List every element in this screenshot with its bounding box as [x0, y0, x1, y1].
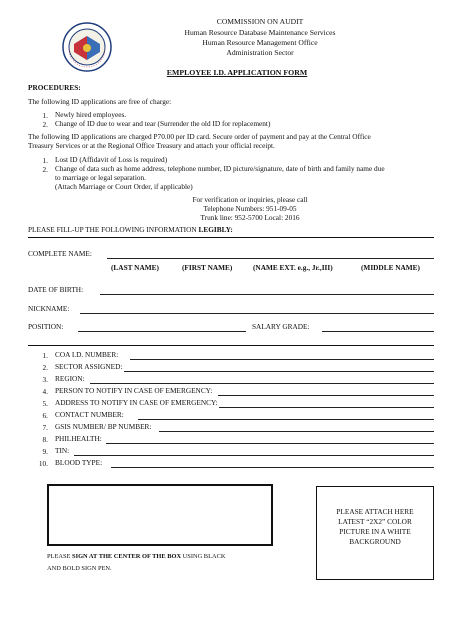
coa-id-number-field[interactable]	[130, 359, 434, 360]
sector-assigned-label: SECTOR ASSIGNED:	[55, 362, 123, 371]
philhealth-label: PHILHEALTH:	[55, 434, 102, 443]
procedures-heading: PROCEDURES:	[28, 83, 81, 92]
nickname-label: NICKNAME:	[28, 304, 70, 313]
photo-box[interactable]	[316, 486, 434, 580]
charged-item-number: 2.	[42, 165, 48, 174]
gsis-number-label: GSIS NUMBER/ BP NUMBER:	[55, 422, 152, 431]
charged-item-number: 1.	[42, 156, 48, 165]
blood-type-field[interactable]	[111, 467, 434, 468]
gsis-number-field[interactable]	[159, 431, 434, 432]
position-field[interactable]	[78, 331, 246, 332]
fill-instruction-text: PLEASE FILL-UP THE FOLLOWING INFORMATION	[28, 225, 199, 234]
fill-instruction	[28, 226, 233, 235]
free-item-number: 1.	[42, 111, 48, 120]
form-title: EMPLOYEE I.D. APPLICATION FORM	[166, 68, 308, 77]
charged-item: Lost ID (Affidavit of Loss is required)	[55, 155, 168, 164]
photo-note	[317, 507, 433, 547]
free-item-number: 2.	[42, 120, 48, 129]
tin-field[interactable]	[74, 455, 434, 456]
signature-note-line2: AND BOLD SIGN PEN.	[47, 565, 112, 572]
position-label: POSITION:	[28, 322, 64, 331]
signature-box[interactable]	[47, 484, 273, 546]
charged-intro-line1: The following ID applications are charged P70.00 per ID card. Secure order of payment and pay at the Central Office	[28, 132, 371, 141]
emergency-address-label: ADDRESS TO NOTIFY IN CASE OF EMERGENCY:	[55, 398, 218, 407]
emergency-person-label: PERSON TO NOTIFY IN CASE OF EMERGENCY:	[55, 386, 213, 395]
header-org: COMMISSION ON AUDIT	[216, 17, 304, 26]
sector-assigned-field[interactable]	[124, 371, 434, 372]
signature-note-pre: PLEASE	[47, 553, 73, 560]
first-name-caption: (FIRST NAME)	[182, 263, 233, 272]
photo-note-line: BACKGROUND	[349, 537, 401, 546]
region-label: REGION:	[55, 374, 85, 383]
salary-grade-label: SALARY GRADE:	[252, 322, 310, 331]
field-number: 1.	[42, 351, 48, 360]
free-item: Change of ID due to wear and tear (Surrender the old ID for replacement)	[55, 119, 271, 128]
date-of-birth-field[interactable]	[100, 294, 434, 295]
field-number: 6.	[42, 411, 48, 420]
fill-instruction-emphasis: LEGIBLY:	[198, 225, 233, 234]
nickname-field[interactable]	[80, 313, 434, 314]
charged-intro-line2: Treasury Services or at the Regional Office Treasury and attach your official receipt.	[28, 141, 275, 150]
header-office: Human Resource Management Office	[202, 38, 318, 47]
complete-name-field[interactable]	[107, 258, 434, 259]
free-item: Newly hired employees.	[55, 110, 127, 119]
field-number: 9.	[42, 447, 48, 456]
region-field[interactable]	[90, 383, 434, 384]
contact-number-label: CONTACT NUMBER:	[55, 410, 124, 419]
emergency-address-field[interactable]	[219, 407, 434, 408]
field-number: 2.	[42, 363, 48, 372]
charged-item-cont: (Attach Marriage or Court Order, if applicable)	[55, 182, 193, 191]
field-number: 3.	[42, 375, 48, 384]
section-divider	[28, 237, 434, 238]
date-of-birth-label: DATE OF BIRTH:	[28, 285, 84, 294]
salary-grade-field[interactable]	[322, 331, 434, 332]
photo-note-line: PICTURE IN A WHITE	[339, 527, 411, 536]
blood-type-label: BLOOD TYPE:	[55, 458, 103, 467]
contact-line3: Trunk line: 952-5700 Local: 2016	[200, 213, 300, 222]
signature-note-post: USING BLACK	[181, 553, 226, 560]
photo-note-line: LATEST “2X2” COLOR	[338, 517, 412, 526]
field-number: 5.	[42, 399, 48, 408]
field-number: 4.	[42, 387, 48, 396]
contact-number-field[interactable]	[138, 419, 434, 420]
emergency-person-field[interactable]	[218, 395, 434, 396]
middle-name-caption: (MIDDLE NAME)	[361, 263, 420, 272]
field-number: 8.	[42, 435, 48, 444]
photo-note-line: PLEASE ATTACH HERE	[336, 507, 414, 516]
field-number: 10.	[38, 459, 48, 468]
signature-note	[47, 551, 225, 575]
last-name-caption: (LAST NAME)	[111, 263, 159, 272]
charged-item: Change of data such as home address, telephone number, ID picture/signature, date of birth and family name due	[55, 164, 385, 173]
tin-label: TIN:	[55, 446, 70, 455]
free-intro: The following ID applications are free of charge:	[28, 97, 172, 106]
contact-line1: For verification or inquiries, please call	[192, 195, 308, 204]
header-sector: Administration Sector	[226, 48, 294, 57]
charged-item-cont: to marriage or legal separation.	[55, 173, 146, 182]
header-division: Human Resource Database Maintenance Services	[184, 28, 336, 37]
signature-note-emphasis: SIGN AT THE CENTER OF THE BOX	[72, 553, 182, 560]
contact-line2: Telephone Numbers: 951-09-05	[203, 204, 297, 213]
field-number: 7.	[42, 423, 48, 432]
section-divider	[28, 345, 434, 346]
name-ext-caption: (NAME EXT. e.g., Jr.,III)	[253, 263, 333, 272]
complete-name-label: COMPLETE NAME:	[28, 249, 92, 258]
coa-id-number-label: COA I.D. NUMBER:	[55, 350, 119, 359]
coa-seal-logo	[62, 22, 112, 72]
philhealth-field[interactable]	[106, 443, 434, 444]
